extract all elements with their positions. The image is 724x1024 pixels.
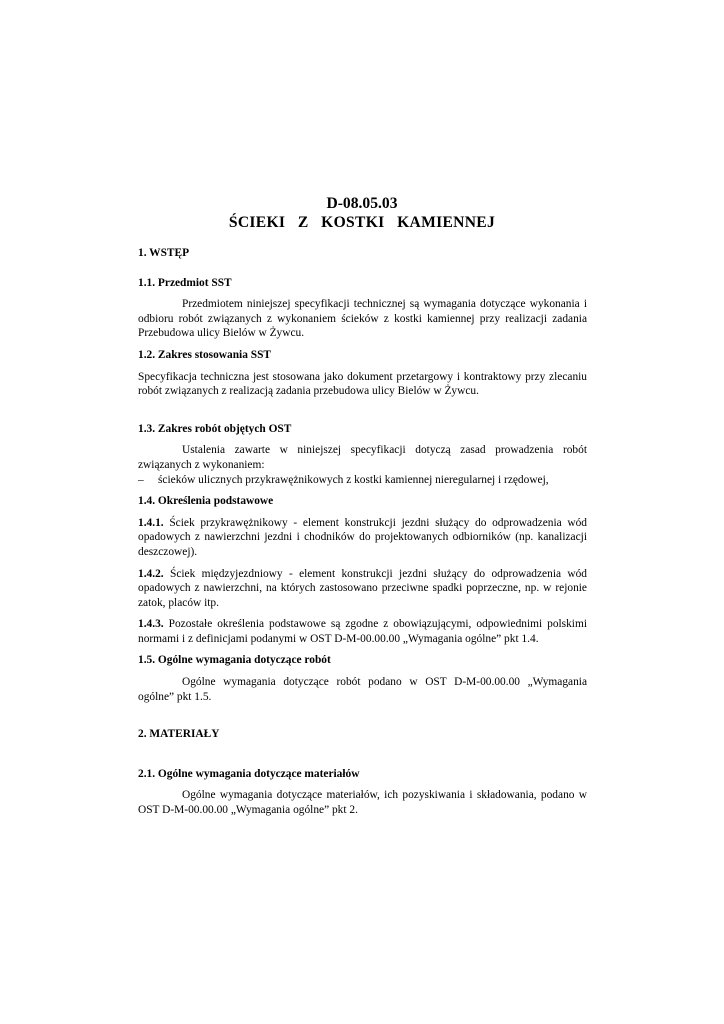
- section-1-3-heading: 1.3. Zakres robót objętych OST: [138, 422, 292, 435]
- section-1-3-list: [138, 473, 587, 488]
- section-1-1-text: Przedmiotem niniejszej specyfikacji technicznej są wymagania dotyczące wykonania i odbioru robót związanych z wykonaniem ścieków z kostki kamiennej przy realizacji zadania Przebudowa ulicy Bielów w Żywcu.: [138, 298, 587, 340]
- section-1-5-heading: 1.5. Ogólne wymagania dotyczące robót: [138, 654, 331, 667]
- section-1-4-1-text: [138, 516, 587, 560]
- section-1-5-text: Ogólne wymagania dotyczące robót podano w OST D-M-00.00.00 „Wymagania ogólne” pkt 1.5.: [138, 676, 587, 703]
- section-1-3-text: Ustalenia zawarte w niniejszej specyfikacji dotyczą zasad prowadzenia robót związanych z wykonaniem:: [138, 444, 587, 471]
- section-2-1-heading: 2.1. Ogólne wymagania dotyczące materiałów: [138, 767, 360, 780]
- section-1-4-2-text: [138, 567, 587, 611]
- section-2-1-text: Ogólne wymagania dotyczące materiałów, ich pozyskiwania i składowania, podano w OST D-M-00.00.00 „Wymagania ogólne” pkt 2.: [138, 789, 587, 817]
- section-1-2-text: Specyfikacja techniczna jest stosowana jako dokument przetargowy i kontraktowy przy zlecaniu robót związanych z realizacją zadania przebudowa ulicy Bielów w Żywcu.: [138, 370, 587, 398]
- section-1-4-3-body: Pozostałe określenia podstawowe są zgodne z obowiązującymi, odpowiednimi polskimi normami i z definicjami podanymi w OST D-M-00.00.00 „Wymagania ogólne” pkt 1.4.: [138, 618, 587, 645]
- section-1-4-1-body: Ściek przykrawężnikowy - element konstrukcji jezdni służący do odprowadzenia wód opadowych z nawierzchni jezdni i chodników do projektowanych odbiorników (np. kanalizacji deszczowej).: [138, 516, 587, 558]
- section-1-heading: 1. WSTĘP: [138, 247, 190, 259]
- section-1-4-2-body: Ściek międzyjezdniowy - element konstrukcji jezdni służący do odprowadzenia wód opadowych z nawierzchni, na których zastosowano przeciwne spadki poprzeczne, np. w rejonie zatok, placów itp.: [138, 567, 587, 609]
- list-item: [138, 473, 587, 488]
- list-dash: –: [138, 473, 144, 486]
- section-1-4-2-number: 1.4.2.: [138, 567, 164, 580]
- section-1-4-3-number: 1.4.3.: [138, 618, 164, 631]
- document-title-block: [0, 194, 724, 232]
- document-code: D-08.05.03: [326, 195, 398, 212]
- section-1-2-heading: 1.2. Zakres stosowania SST: [138, 348, 272, 361]
- section-2-heading: 2. MATERIAŁY: [138, 728, 220, 741]
- section-1-4-heading: 1.4. Określenia podstawowe: [138, 495, 274, 508]
- section-1-4-1-number: 1.4.1.: [138, 516, 164, 529]
- list-item-text: ścieków ulicznych przykrawężnikowych z kostki kamiennej nieregularnej i rzędowej,: [158, 473, 549, 486]
- document-title: ŚCIEKI Z KOSTKI KAMIENNEJ: [228, 214, 496, 231]
- section-1-1-heading: 1.1. Przedmiot SST: [138, 276, 232, 289]
- section-1-4-3-text: [138, 617, 587, 646]
- document-body: [138, 246, 587, 818]
